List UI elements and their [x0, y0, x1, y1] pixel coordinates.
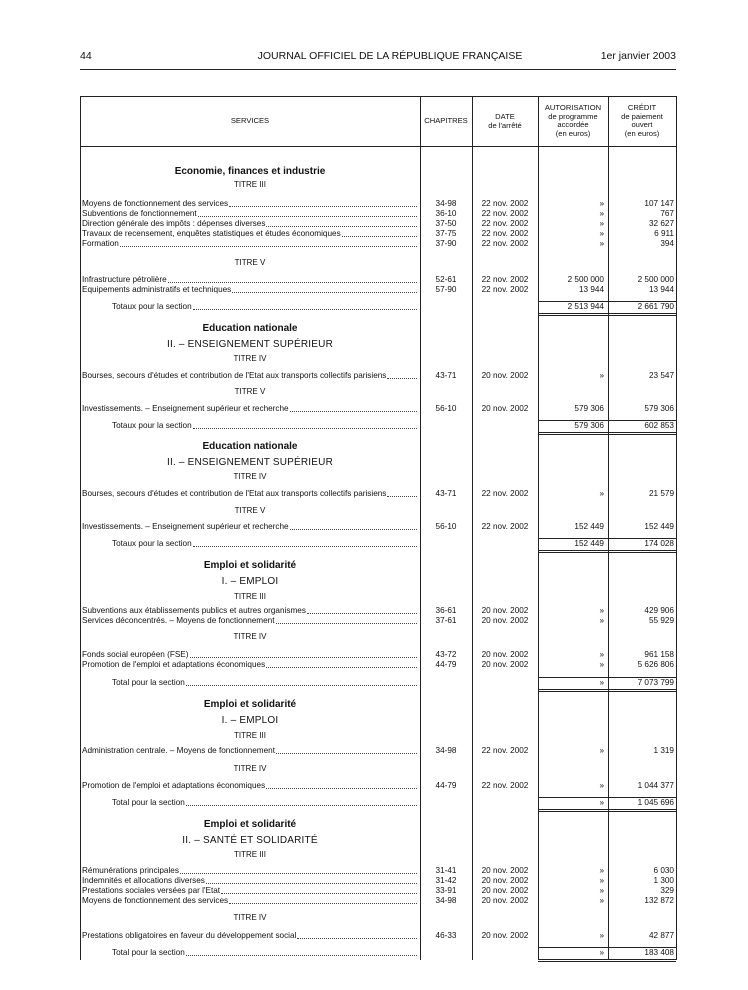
section-heading: I. – EMPLOI: [221, 576, 279, 587]
leader-dots: [229, 896, 417, 904]
row-label-text: Moyens de fonctionnement des services: [82, 199, 229, 208]
row-chapitre: 37-90: [435, 239, 457, 248]
ministry-heading: Education nationale: [202, 441, 298, 452]
row-date: 22 nov. 2002: [481, 239, 529, 248]
row-chapitre: 56-10: [435, 522, 457, 531]
leader-dots: [190, 650, 418, 658]
row-label: [82, 229, 418, 239]
total-credit: 2 661 790: [637, 302, 674, 311]
total-label: [112, 948, 418, 958]
table-row: [80, 886, 676, 896]
table-row: [80, 866, 676, 876]
row-date: 20 nov. 2002: [481, 371, 529, 380]
row-date: 20 nov. 2002: [481, 404, 529, 413]
row-autorisation: »: [599, 931, 604, 940]
row-credit: 961 158: [644, 650, 674, 659]
row-label: [82, 275, 418, 285]
total-top-rule: [608, 797, 676, 798]
row-label-text: Promotion de l'emploi et adaptations économiques: [82, 660, 266, 669]
total-top-rule: [608, 301, 676, 302]
total-label-text: Totaux pour la section: [112, 539, 192, 548]
page-number: 44: [80, 50, 92, 62]
total-row: [80, 539, 676, 549]
row-chapitre: 34-98: [435, 896, 457, 905]
leader-dots: [221, 886, 417, 894]
table-row: [80, 606, 676, 616]
row-autorisation: 579 306: [574, 404, 604, 413]
total-top-rule: [538, 677, 608, 678]
leader-dots: [168, 275, 417, 283]
row-label-text: Bourses, secours d'études et contribution de l'Etat aux transports collectifs parisiens: [82, 371, 387, 380]
table-row: [80, 199, 676, 209]
row-label-text: Subventions aux établissements publics et autres organismes: [82, 606, 306, 615]
row-label-text: Services déconcentrés. – Moyens de fonctionnement: [82, 616, 275, 625]
row-date: 22 nov. 2002: [481, 209, 529, 218]
row-label: [82, 219, 418, 229]
col-header-chapitres: CHAPITRES: [424, 116, 468, 125]
row-label: [82, 876, 418, 886]
total-credit: 7 073 799: [637, 678, 674, 687]
row-chapitre: 31-42: [435, 876, 457, 885]
row-chapitre: 36-10: [435, 209, 457, 218]
row-date: 22 nov. 2002: [481, 746, 529, 755]
row-credit: 329: [660, 886, 674, 895]
row-credit: 2 500 000: [637, 275, 674, 284]
row-autorisation: »: [599, 781, 604, 790]
leader-dots: [387, 371, 417, 379]
total-bottom-rule: [538, 959, 608, 962]
row-credit: 13 944: [648, 285, 674, 294]
leader-dots: [387, 489, 417, 497]
leader-dots: [290, 522, 417, 530]
row-label: [82, 781, 418, 791]
row-credit: 42 877: [648, 931, 674, 940]
section-heading: II. – ENSEIGNEMENT SUPÉRIEUR: [166, 457, 333, 468]
row-label: [82, 199, 418, 209]
row-label: [82, 866, 418, 876]
row-autorisation: 2 500 000: [567, 275, 604, 284]
table-row: [80, 404, 676, 414]
row-label-text: Investissements. – Enseignement supérieur et recherche: [82, 522, 289, 531]
row-label: [82, 239, 418, 249]
col-header-cred-line: ouvert: [631, 120, 653, 130]
total-bottom-rule: [608, 432, 676, 435]
row-date: 22 nov. 2002: [481, 275, 529, 284]
row-date: 20 nov. 2002: [481, 896, 529, 905]
section-heading: II. – ENSEIGNEMENT SUPÉRIEUR: [166, 339, 333, 350]
table-row: [80, 275, 676, 285]
row-label-text: Rémunérations principales: [82, 866, 179, 875]
leader-dots: [120, 239, 417, 247]
total-top-rule: [538, 420, 608, 421]
row-credit: 32 627: [648, 219, 674, 228]
row-autorisation: »: [599, 886, 604, 895]
total-bottom-rule: [538, 432, 608, 435]
row-label: [82, 931, 418, 941]
row-date: 20 nov. 2002: [481, 660, 529, 669]
row-date: 22 nov. 2002: [481, 285, 529, 294]
total-credit: 602 853: [644, 421, 674, 430]
total-bottom-rule: [608, 550, 676, 553]
row-credit: 429 906: [644, 606, 674, 615]
row-label: [82, 489, 418, 499]
row-autorisation: »: [599, 650, 604, 659]
col-header-date-line: de l'arrêté: [488, 120, 522, 130]
table-row: [80, 660, 676, 670]
row-autorisation: »: [599, 896, 604, 905]
col-header-date-line: DATE: [495, 112, 515, 121]
row-label: [82, 606, 418, 616]
total-label: [112, 421, 418, 431]
row-chapitre: 57-90: [435, 285, 457, 294]
leader-dots: [186, 948, 417, 956]
row-autorisation: »: [599, 371, 604, 380]
col-header-services: SERVICES: [230, 116, 270, 125]
row-label-text: Equipements administratifs et techniques: [82, 285, 232, 294]
total-label: [112, 678, 418, 688]
row-label-text: Prestations obligatoires en faveur du développement social: [82, 931, 297, 940]
row-label-text: Bourses, secours d'études et contribution de l'Etat aux transports collectifs parisiens: [82, 489, 387, 498]
ministry-heading: Emploi et solidarité: [203, 560, 297, 571]
leader-dots: [186, 678, 417, 686]
total-autorisation: »: [599, 948, 604, 957]
total-label: [112, 798, 418, 808]
total-autorisation: 579 306: [574, 421, 604, 430]
titre-heading: TITRE IV: [233, 764, 267, 773]
ministry-heading: Education nationale: [202, 323, 298, 334]
row-chapitre: 31-41: [435, 866, 457, 875]
leader-dots: [186, 798, 417, 806]
row-date: 22 nov. 2002: [481, 199, 529, 208]
table-row: [80, 931, 676, 941]
total-top-rule: [538, 797, 608, 798]
row-chapitre: 43-71: [435, 489, 457, 498]
titre-heading: TITRE IV: [233, 913, 267, 922]
table-row: [80, 650, 676, 660]
titre-heading: TITRE III: [234, 592, 266, 601]
row-chapitre: 43-71: [435, 371, 457, 380]
leader-dots: [307, 606, 417, 614]
row-autorisation: »: [599, 606, 604, 615]
leader-dots: [342, 229, 417, 237]
total-autorisation: »: [599, 798, 604, 807]
col-header-cred-line: CRÉDIT: [627, 103, 657, 112]
row-date: 22 nov. 2002: [481, 522, 529, 531]
row-chapitre: 37-61: [435, 616, 457, 625]
titre-heading: TITRE IV: [233, 354, 267, 363]
titre-heading: TITRE IV: [233, 632, 267, 641]
total-label-text: Total pour la section: [112, 798, 185, 807]
row-autorisation: »: [599, 876, 604, 885]
row-credit: 132 872: [644, 896, 674, 905]
col-header-autorisation: [538, 104, 608, 138]
titre-heading: TITRE III: [234, 180, 266, 189]
row-date: 20 nov. 2002: [481, 616, 529, 625]
section-heading: II. – SANTÉ ET SOLIDARITÉ: [182, 835, 318, 846]
total-bottom-rule: [538, 689, 608, 692]
total-row: [80, 948, 676, 958]
row-credit: 23 547: [648, 371, 674, 380]
col-header-auth-line: AUTORISATION: [544, 103, 602, 112]
journal-title: JOURNAL OFFICIEL DE LA RÉPUBLIQUE FRANÇAISE: [257, 50, 523, 62]
row-date: 20 nov. 2002: [481, 886, 529, 895]
total-label: [112, 539, 418, 549]
ministry-heading: Economie, finances et industrie: [174, 166, 326, 177]
leader-dots: [266, 219, 417, 227]
row-autorisation: »: [599, 866, 604, 875]
table-row: [80, 285, 676, 295]
row-label: [82, 616, 418, 626]
leader-dots: [276, 746, 417, 754]
titre-heading: TITRE IV: [233, 472, 267, 481]
row-label-text: Investissements. – Enseignement supérieur et recherche: [82, 404, 289, 413]
row-credit: 1 044 377: [637, 781, 674, 790]
col-header-date: [472, 113, 538, 130]
row-label: [82, 660, 418, 670]
total-credit: 174 028: [644, 539, 674, 548]
row-chapitre: 36-61: [435, 606, 457, 615]
row-label-text: Promotion de l'emploi et adaptations économiques: [82, 781, 266, 790]
row-credit: 1 319: [653, 746, 674, 755]
row-autorisation: »: [599, 209, 604, 218]
row-chapitre: 44-79: [435, 781, 457, 790]
leader-dots: [193, 421, 417, 429]
row-label-text: Travaux de recensement, enquêtes statistiques et études économiques: [82, 229, 341, 238]
row-label: [82, 209, 418, 219]
table-header-rule: [80, 146, 676, 147]
leader-dots: [297, 931, 417, 939]
total-top-rule: [538, 947, 608, 948]
total-bottom-rule: [608, 313, 676, 316]
row-autorisation: »: [599, 746, 604, 755]
row-date: 22 nov. 2002: [481, 781, 529, 790]
row-date: 20 nov. 2002: [481, 876, 529, 885]
total-row: [80, 302, 676, 312]
leader-dots: [232, 285, 417, 293]
row-credit: 21 579: [648, 489, 674, 498]
row-label-text: Subventions de fonctionnement: [82, 209, 197, 218]
row-label: [82, 650, 418, 660]
leader-dots: [229, 199, 417, 207]
row-chapitre: 43-72: [435, 650, 457, 659]
titre-heading: TITRE V: [234, 506, 266, 515]
leader-dots: [266, 660, 417, 668]
table-row: [80, 209, 676, 219]
total-top-rule: [608, 947, 676, 948]
total-top-rule: [608, 677, 676, 678]
table-row: [80, 229, 676, 239]
table-right-border: [676, 96, 677, 960]
leader-dots: [290, 404, 417, 412]
total-bottom-rule: [608, 959, 676, 962]
ministry-heading: Emploi et solidarité: [203, 699, 297, 710]
leader-dots: [193, 539, 417, 547]
row-autorisation: »: [599, 660, 604, 669]
table-row: [80, 371, 676, 381]
total-autorisation: 152 449: [574, 539, 604, 548]
row-autorisation: »: [599, 199, 604, 208]
total-credit: 183 408: [644, 948, 674, 957]
row-date: 22 nov. 2002: [481, 219, 529, 228]
section-heading: I. – EMPLOI: [221, 715, 279, 726]
total-label-text: Totaux pour la section: [112, 302, 192, 311]
row-chapitre: 34-98: [435, 746, 457, 755]
table-row: [80, 781, 676, 791]
col-header-auth-line: accordée: [557, 120, 589, 130]
total-bottom-rule: [538, 313, 608, 316]
titre-heading: TITRE V: [234, 387, 266, 396]
row-credit: 55 929: [648, 616, 674, 625]
table-row: [80, 489, 676, 499]
row-autorisation: »: [599, 219, 604, 228]
titre-heading: TITRE III: [234, 850, 266, 859]
table-top-rule: [80, 96, 676, 97]
row-chapitre: 44-79: [435, 660, 457, 669]
row-date: 20 nov. 2002: [481, 931, 529, 940]
total-row: [80, 421, 676, 431]
total-autorisation: »: [599, 678, 604, 687]
row-label: [82, 404, 418, 414]
row-date: 20 nov. 2002: [481, 650, 529, 659]
table-row: [80, 616, 676, 626]
table-row: [80, 522, 676, 532]
col-header-auth-line: de programme: [548, 111, 598, 121]
total-row: [80, 678, 676, 688]
issue-date: 1er janvier 2003: [600, 50, 676, 62]
titre-heading: TITRE V: [234, 258, 266, 267]
row-date: 20 nov. 2002: [481, 866, 529, 875]
table-row: [80, 746, 676, 756]
total-bottom-rule: [608, 689, 676, 692]
row-autorisation: »: [599, 489, 604, 498]
leader-dots: [198, 209, 417, 217]
row-label: [82, 285, 418, 295]
table-row: [80, 219, 676, 229]
total-label-text: Total pour la section: [112, 678, 185, 687]
row-date: 22 nov. 2002: [481, 489, 529, 498]
total-label-text: Total pour la section: [112, 948, 185, 957]
total-autorisation: 2 513 944: [567, 302, 604, 311]
row-credit: 767: [660, 209, 674, 218]
row-label-text: Moyens de fonctionnement des services: [82, 896, 229, 905]
row-chapitre: 34-98: [435, 199, 457, 208]
total-top-rule: [538, 538, 608, 539]
col-header-credit: [608, 104, 676, 138]
total-label: [112, 302, 418, 312]
row-label-text: Direction générale des impôts : dépenses diverses: [82, 219, 266, 228]
row-label: [82, 371, 418, 381]
total-bottom-rule: [538, 550, 608, 553]
row-autorisation: 13 944: [578, 285, 604, 294]
total-credit: 1 045 696: [637, 798, 674, 807]
row-credit: 579 306: [644, 404, 674, 413]
leader-dots: [266, 781, 417, 789]
leader-dots: [193, 302, 417, 310]
row-autorisation: 152 449: [574, 522, 604, 531]
row-label: [82, 522, 418, 532]
row-label-text: Infrastructure pétrolière: [82, 275, 167, 284]
total-label-text: Totaux pour la section: [112, 421, 192, 430]
row-credit: 394: [660, 239, 674, 248]
row-label: [82, 896, 418, 906]
leader-dots: [276, 616, 417, 624]
leader-dots: [180, 866, 417, 874]
total-top-rule: [608, 420, 676, 421]
table-row: [80, 896, 676, 906]
row-autorisation: »: [599, 229, 604, 238]
row-label-text: Administration centrale. – Moyens de fonctionnement: [82, 746, 275, 755]
row-credit: 5 626 806: [637, 660, 674, 669]
titre-heading: TITRE III: [234, 731, 266, 740]
col-header-cred-line: de paiement: [621, 111, 663, 121]
row-label-text: Indemnités et allocations diverses: [82, 876, 205, 885]
row-credit: 1 300: [653, 876, 674, 885]
row-chapitre: 56-10: [435, 404, 457, 413]
ministry-heading: Emploi et solidarité: [203, 819, 297, 830]
table-row: [80, 876, 676, 886]
row-label-text: Formation: [82, 239, 119, 248]
row-label-text: Fonds social européen (FSE): [82, 650, 189, 659]
col-header-auth-line: (en euros): [555, 128, 591, 138]
row-chapitre: 52-61: [435, 275, 457, 284]
row-chapitre: 37-50: [435, 219, 457, 228]
row-credit: 6 030: [653, 866, 674, 875]
row-credit: 6 911: [654, 229, 674, 238]
row-credit: 107 147: [644, 199, 674, 208]
total-top-rule: [608, 538, 676, 539]
row-label: [82, 746, 418, 756]
row-chapitre: 33-91: [435, 886, 457, 895]
row-date: 22 nov. 2002: [481, 229, 529, 238]
leader-dots: [206, 876, 417, 884]
total-bottom-rule: [538, 809, 608, 812]
row-credit: 152 449: [644, 522, 674, 531]
row-label: [82, 886, 418, 896]
row-chapitre: 46-33: [435, 931, 457, 940]
row-label-text: Prestations sociales versées par l'Etat: [82, 886, 221, 895]
row-autorisation: »: [599, 616, 604, 625]
row-date: 20 nov. 2002: [481, 606, 529, 615]
header-rule: [80, 69, 676, 70]
col-header-cred-line: (en euros): [624, 128, 660, 138]
total-top-rule: [538, 301, 608, 302]
total-bottom-rule: [608, 809, 676, 812]
row-autorisation: »: [599, 239, 604, 248]
total-row: [80, 798, 676, 808]
row-chapitre: 37-75: [435, 229, 457, 238]
table-row: [80, 239, 676, 249]
